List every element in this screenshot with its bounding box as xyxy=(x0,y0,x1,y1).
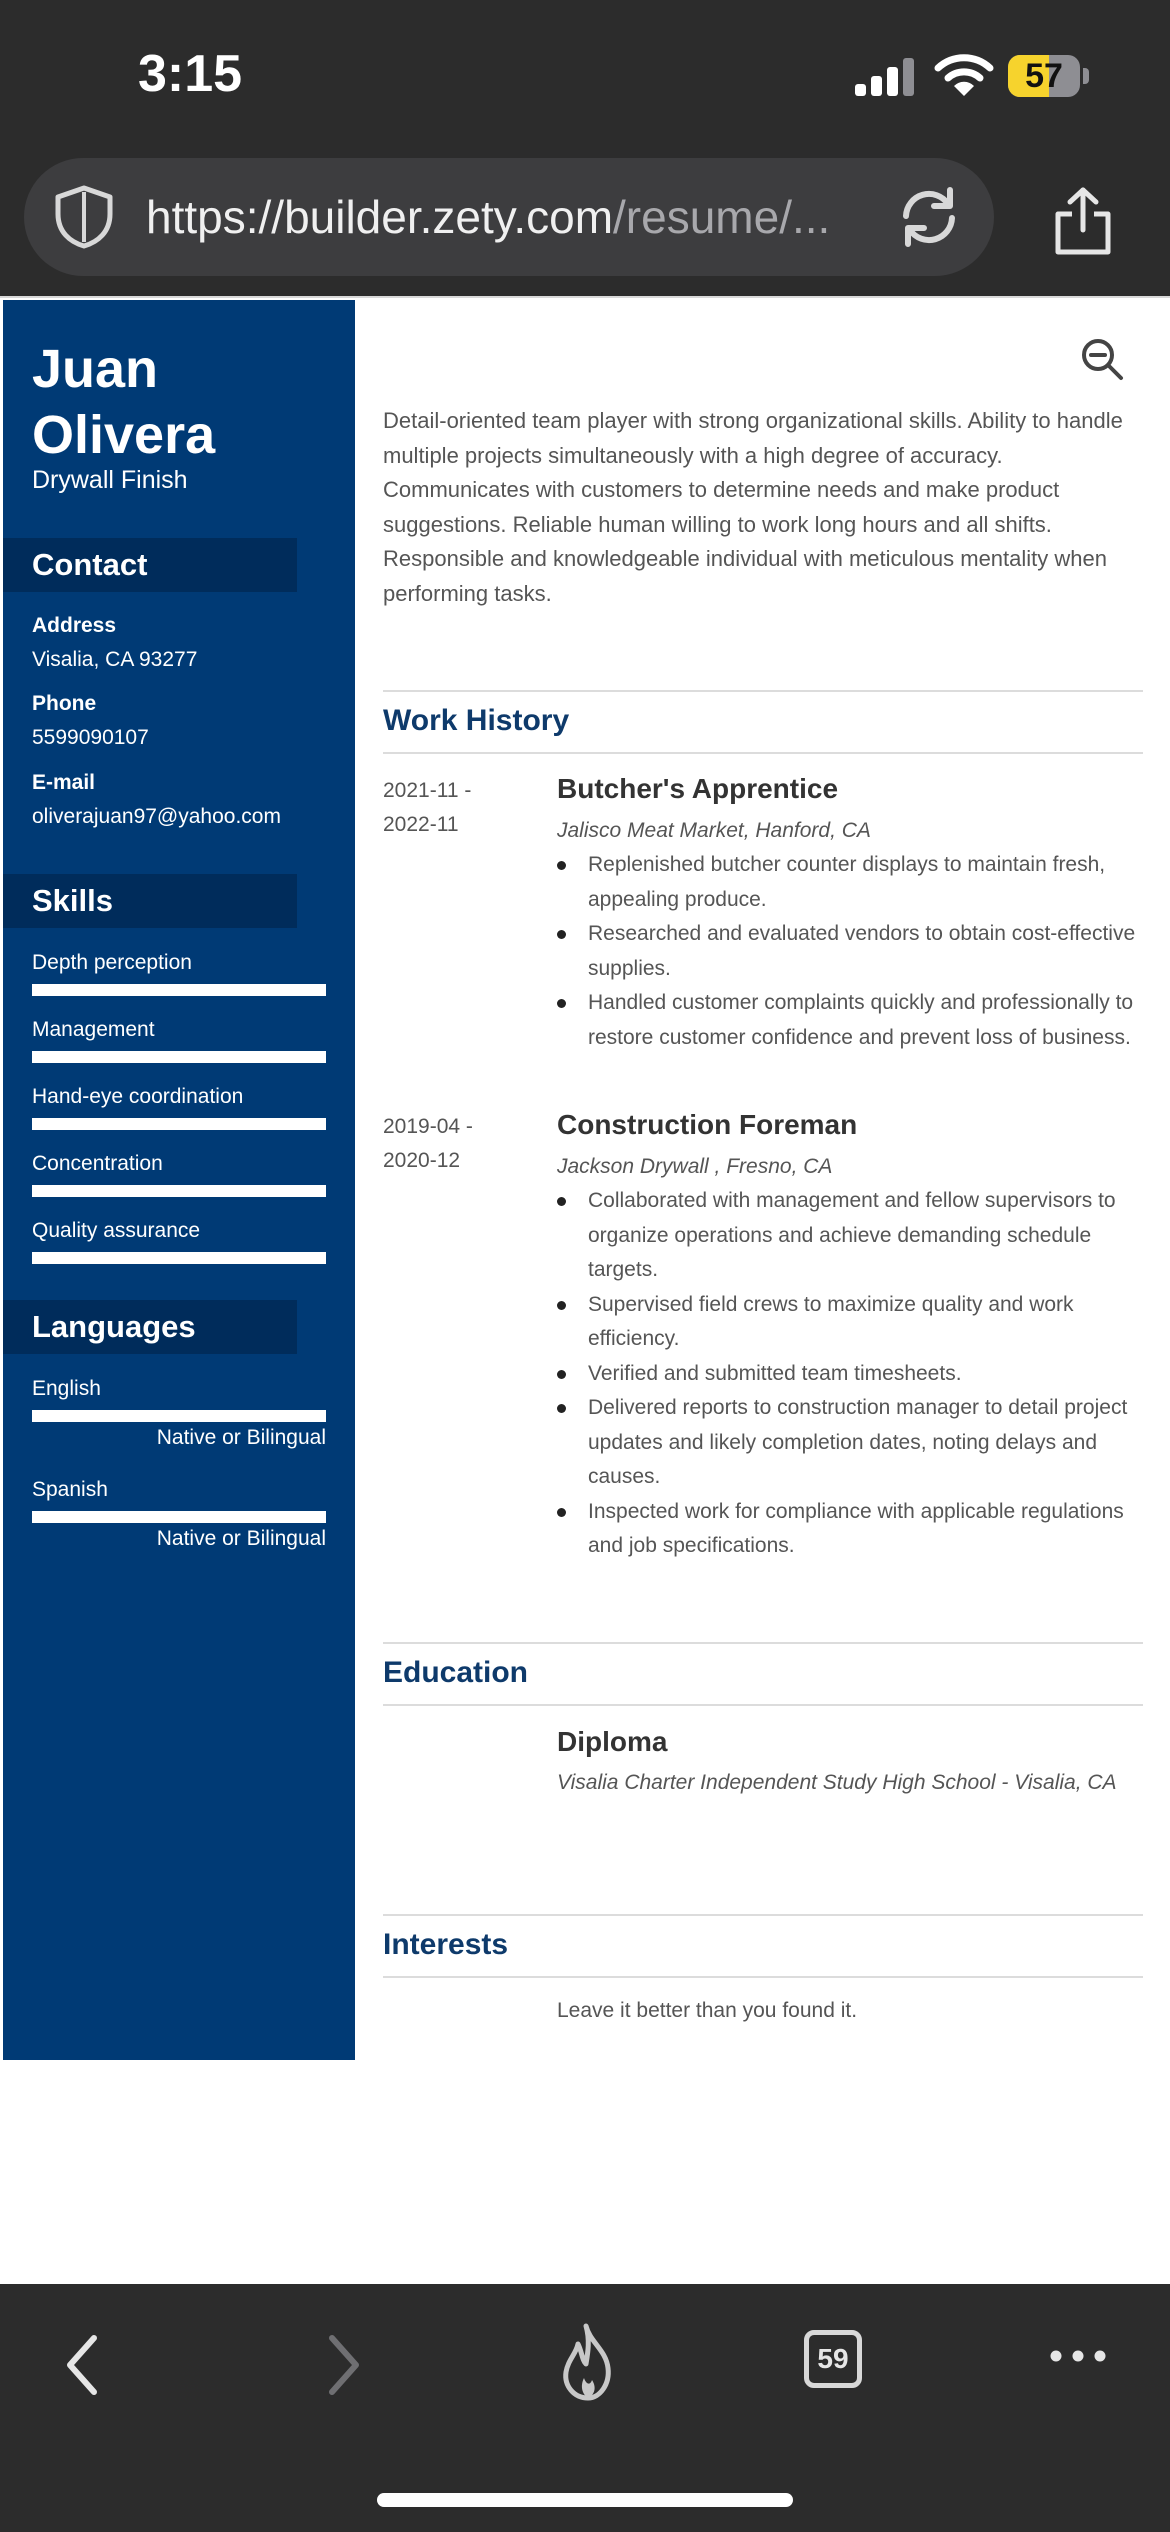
section-divider xyxy=(383,1914,1143,1916)
job-bullets xyxy=(557,848,1147,1055)
work-history-heading: Work History xyxy=(383,704,570,737)
job-title: Construction Foreman xyxy=(557,1109,858,1140)
address-bar[interactable] xyxy=(24,158,994,276)
skill-level-fill xyxy=(32,1118,326,1130)
skills-heading: Skills xyxy=(3,874,297,928)
job-bullet: Replenished butcher counter displays to maintain fresh, appealing produce. xyxy=(557,848,1147,917)
languages-heading: Languages xyxy=(3,1300,297,1354)
skill-name: Depth perception xyxy=(32,951,192,974)
skill-level-bar xyxy=(32,1252,326,1264)
job-title: Butcher's Apprentice xyxy=(557,773,839,804)
home-indicator xyxy=(377,2493,793,2507)
job-bullet: Supervised field crews to maximize quality and work efficiency. xyxy=(557,1288,1147,1357)
address-label: Address xyxy=(32,614,117,637)
back-icon[interactable] xyxy=(58,2330,108,2400)
education-degree: Diploma xyxy=(557,1726,668,1757)
job-bullet: Delivered reports to construction manager to detail project updates and likely completion dates, noting delays and causes. xyxy=(557,1391,1147,1495)
battery-tip xyxy=(1083,68,1089,84)
skill-name: Hand-eye coordination xyxy=(32,1085,244,1108)
last-name: Olivera xyxy=(32,405,216,465)
job-bullet: Handled customer complaints quickly and professionally to restore customer confidence and prevent loss of business. xyxy=(557,986,1147,1055)
resume-sidebar xyxy=(3,300,355,2060)
job-employer: Jalisco Meat Market, Hanford, CA xyxy=(557,819,871,842)
zoom-out-icon[interactable] xyxy=(1079,336,1125,382)
wifi-icon xyxy=(934,52,994,98)
url-text[interactable] xyxy=(146,190,906,244)
contact-heading: Contact xyxy=(3,538,297,592)
status-bar xyxy=(0,0,1170,150)
resume-main xyxy=(355,300,1170,2284)
professional-summary: Detail-oriented team player with strong organizational skills. Ability to handle multiple projects simultaneously with a high degree of accuracy. Communicates with customers to determine needs and make product suggestions. Reliable human willing to work long hours and all shifts. Responsible and knowledgeable individual with meticulous mentality when performing tasks. xyxy=(383,408,1123,606)
battery-percentage: 57 xyxy=(1025,57,1063,95)
job-bullet: Collaborated with management and fellow supervisors to organize operations and achieve demanding schedule targets. xyxy=(557,1184,1147,1288)
skill-level-bar xyxy=(32,984,326,996)
language-name: Spanish xyxy=(32,1478,108,1501)
language-level-fill xyxy=(32,1410,326,1422)
fire-icon[interactable] xyxy=(556,2322,620,2402)
address-value: Visalia, CA 93277 xyxy=(32,648,198,671)
resume-page xyxy=(0,296,1170,2284)
email-value[interactable]: oliverajuan97@yahoo.com xyxy=(32,805,281,828)
section-divider xyxy=(383,690,1143,692)
job-employer: Jackson Drywall , Fresno, CA xyxy=(557,1155,833,1178)
language-level-bar xyxy=(32,1511,326,1523)
candidate-name xyxy=(32,336,352,468)
email-label: E-mail xyxy=(32,771,96,794)
education-school: Visalia Charter Independent Study High School - Visalia, CA xyxy=(557,1771,1117,1794)
url-host: https://builder.zety.com xyxy=(146,191,614,243)
skill-level-fill xyxy=(32,1252,326,1264)
skill-level-fill xyxy=(32,1185,326,1197)
job-bullets xyxy=(557,1184,1147,1564)
forward-icon[interactable] xyxy=(318,2330,368,2400)
shield-icon[interactable] xyxy=(52,184,116,250)
first-name: Juan xyxy=(32,339,159,399)
battery-icon xyxy=(1008,55,1080,97)
skill-level-bar xyxy=(32,1118,326,1130)
language-name: English xyxy=(32,1377,101,1400)
section-divider xyxy=(383,1976,1143,1978)
job-dates: 2019-04 - 2020-12 xyxy=(383,1115,473,1172)
reload-icon[interactable] xyxy=(894,182,964,252)
interest-item: Leave it better than you found it. xyxy=(557,1999,858,2022)
language-level-text: Native or Bilingual xyxy=(156,1426,326,1449)
url-path: /resume/... xyxy=(613,191,831,243)
phone-value[interactable]: 5599090107 xyxy=(32,726,149,749)
skill-level-fill xyxy=(32,1051,326,1063)
skill-level-bar xyxy=(32,1051,326,1063)
interests-heading: Interests xyxy=(383,1928,509,1961)
section-divider xyxy=(383,1642,1143,1644)
language-level-text: Native or Bilingual xyxy=(156,1527,326,1550)
status-time: 3:15 xyxy=(138,45,243,103)
more-options-icon[interactable] xyxy=(1048,2346,1108,2366)
language-level-bar xyxy=(32,1410,326,1422)
tabs-count: 59 xyxy=(817,2343,849,2374)
skill-name: Management xyxy=(32,1018,155,1041)
job-bullet: Inspected work for compliance with applicable regulations and job specifications. xyxy=(557,1495,1147,1564)
section-divider xyxy=(383,752,1143,754)
job-bullet: Researched and evaluated vendors to obtain cost-effective supplies. xyxy=(557,917,1147,986)
skill-name: Quality assurance xyxy=(32,1219,201,1242)
share-icon[interactable] xyxy=(1048,186,1118,256)
education-heading: Education xyxy=(383,1656,529,1689)
section-divider xyxy=(383,1704,1143,1706)
job-bullet: Verified and submitted team timesheets. xyxy=(557,1357,1147,1392)
tabs-button[interactable] xyxy=(804,2330,862,2388)
language-level-fill xyxy=(32,1511,326,1523)
job-dates: 2021-11 - 2022-11 xyxy=(383,779,472,836)
skill-level-bar xyxy=(32,1185,326,1197)
skill-level-fill xyxy=(32,984,326,996)
cellular-signal-icon xyxy=(855,58,915,96)
phone-label: Phone xyxy=(32,692,97,715)
skill-name: Concentration xyxy=(32,1152,163,1175)
candidate-title: Drywall Finish xyxy=(32,466,188,494)
